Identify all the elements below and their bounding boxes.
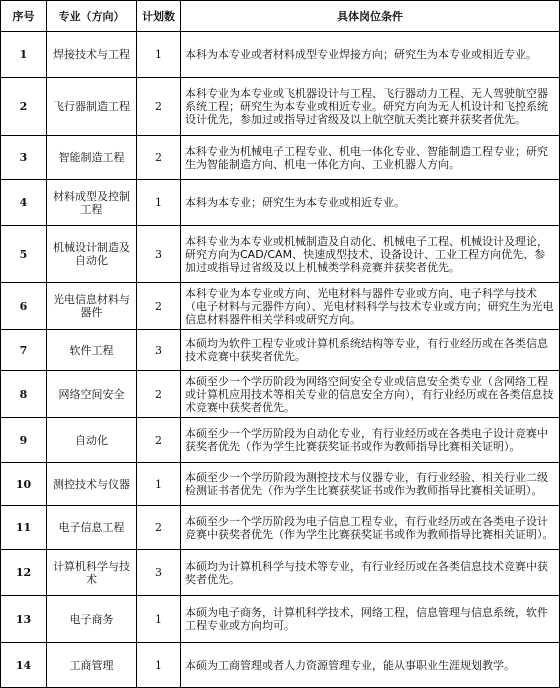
- row-major: 机械设计制造及自动化: [47, 226, 137, 283]
- table-row: [1, 550, 560, 596]
- row-major: 计算机科学与技术: [47, 550, 137, 596]
- row-plan-count: 2: [137, 418, 181, 463]
- row-number: 5: [1, 226, 47, 283]
- row-major: 电子信息工程: [47, 506, 137, 550]
- row-number: 13: [1, 596, 47, 643]
- row-number: 7: [1, 330, 47, 371]
- row-requirements: 本硕为工商管理或者人力资源管理专业，能从事职业生涯规划教学。: [181, 643, 560, 688]
- row-plan-count: 3: [137, 550, 181, 596]
- row-major: 电子商务: [47, 596, 137, 643]
- table-row: [1, 226, 560, 283]
- table-row: [1, 418, 560, 463]
- row-number: 8: [1, 371, 47, 418]
- row-major: 网络空间安全: [47, 371, 137, 418]
- header-requirements: 具体岗位条件: [181, 1, 560, 32]
- row-plan-count: 3: [137, 330, 181, 371]
- table-row: [1, 463, 560, 506]
- row-requirements: 本硕均为计算机科学与技术等专业，有行业经历或在各类信息技术竞赛中获奖者优先。: [181, 550, 560, 596]
- row-plan-count: 2: [137, 371, 181, 418]
- row-requirements: 本硕均为软件工程专业或计算机系统结构等专业，有行业经历或在各类信息技术竞赛中获奖者优先。: [181, 330, 560, 371]
- row-plan-count: 2: [137, 78, 181, 136]
- table-row: [1, 78, 560, 136]
- table-header-row: [1, 1, 560, 32]
- row-plan-count: 3: [137, 226, 181, 283]
- table-row: [1, 643, 560, 688]
- row-plan-count: 1: [137, 32, 181, 78]
- row-major: 测控技术与仪器: [47, 463, 137, 506]
- header-no: 序号: [1, 1, 47, 32]
- row-major: 软件工程: [47, 330, 137, 371]
- row-major: 光电信息材料与器件: [47, 283, 137, 330]
- row-requirements: 本科为本专业；研究生为本专业或相近专业。: [181, 180, 560, 226]
- row-plan-count: 1: [137, 180, 181, 226]
- row-number: 14: [1, 643, 47, 688]
- row-number: 6: [1, 283, 47, 330]
- row-major: 材料成型及控制工程: [47, 180, 137, 226]
- row-requirements: 本硕至少一个学历阶段为电子信息工程专业，有行业经历或在各类电子设计竞赛中获奖者优先（作为学生比赛获奖证书或作为教师指导比赛相关证明）。: [181, 506, 560, 550]
- row-requirements: 本硕至少一个学历阶段为测控技术与仪器专业，有行业经验、相关行业二级检测证书者优先（作为学生比赛获奖证书或作为教师指导比赛相关证明）。: [181, 463, 560, 506]
- row-number: 3: [1, 136, 47, 180]
- table-row: [1, 371, 560, 418]
- table-row: [1, 32, 560, 78]
- row-plan-count: 2: [137, 283, 181, 330]
- row-number: 4: [1, 180, 47, 226]
- row-major: 智能制造工程: [47, 136, 137, 180]
- row-plan-count: 1: [137, 643, 181, 688]
- row-major: 自动化: [47, 418, 137, 463]
- row-plan-count: 1: [137, 463, 181, 506]
- row-requirements: 本科专业为本专业或机械制造及自动化、机械电子工程、机械设计及理论，研究方向为CAD/CAM、快速成型技术、设备设计、工业工程方向优先、参加过或指导过省级及以上机械类学科竞赛并获奖者优先。: [181, 226, 560, 283]
- table-row: [1, 180, 560, 226]
- row-plan-count: 1: [137, 596, 181, 643]
- table-row: [1, 330, 560, 371]
- row-requirements: 本硕为电子商务，计算机科学技术，网络工程，信息管理与信息系统，软件工程专业或方向均可。: [181, 596, 560, 643]
- row-major: 焊接技术与工程: [47, 32, 137, 78]
- row-number: 12: [1, 550, 47, 596]
- table-row: [1, 506, 560, 550]
- row-requirements: 本硕至少一个学历阶段为网络空间安全专业或信息安全类专业（含网络工程或计算机应用技术等相关专业的信息安全方向），有行业经历或在各类信息技术竞赛中获奖者优先。: [181, 371, 560, 418]
- row-major: 工商管理: [47, 643, 137, 688]
- row-requirements: 本科专业为机械电子工程专业、机电一体化专业、智能制造工程专业；研究生为智能制造方向、机电一体化方向、工业机器人方向。: [181, 136, 560, 180]
- table-row: [1, 283, 560, 330]
- row-requirements: 本科专业为本专业或飞机器设计与工程、飞行器动力工程、无人驾驶航空器系统工程；研究生为本专业或相近专业。研究方向为无人机设计和飞控系统设计优先，参加过或指导过省级及以上航空航天类比赛并获奖者优先。: [181, 78, 560, 136]
- row-plan-count: 2: [137, 506, 181, 550]
- table-row: [1, 136, 560, 180]
- header-plan: 计划数: [137, 1, 181, 32]
- row-number: 1: [1, 32, 47, 78]
- row-number: 10: [1, 463, 47, 506]
- row-number: 9: [1, 418, 47, 463]
- row-requirements: 本硕至少一个学历阶段为自动化专业，有行业经历或在各类电子设计竞赛中获奖者优先（作为学生比赛获奖证书或作为教师指导比赛相关证明）。: [181, 418, 560, 463]
- row-number: 11: [1, 506, 47, 550]
- table-row: [1, 596, 560, 643]
- row-number: 2: [1, 78, 47, 136]
- table-body: [1, 32, 560, 688]
- row-plan-count: 2: [137, 136, 181, 180]
- row-major: 飞行器制造工程: [47, 78, 137, 136]
- header-major: 专业（方向）: [47, 1, 137, 32]
- row-requirements: 本科专业为本专业或方向、光电材料与器件专业或方向、电子科学与技术（电子材料与元器件方向）、光电材料科学与技术专业或方向；研究生为光电信息材料器件相关学科或研究方向。: [181, 283, 560, 330]
- row-requirements: 本科为本专业或者材料成型专业焊接方向；研究生为本专业或相近专业。: [181, 32, 560, 78]
